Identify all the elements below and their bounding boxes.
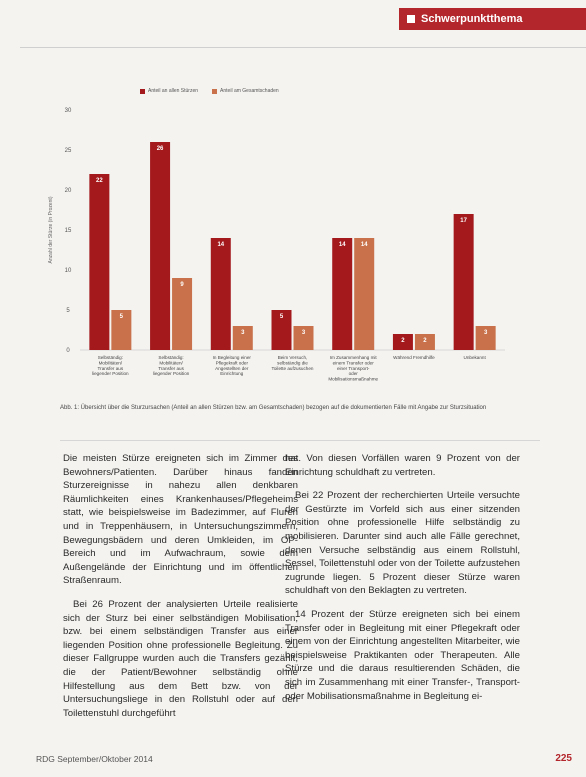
bar-value-label: 3 bbox=[241, 330, 245, 336]
legend-item-1 bbox=[140, 88, 198, 94]
page-number: 225 bbox=[555, 753, 572, 764]
article-column-left bbox=[63, 452, 298, 730]
y-tick-label: 30 bbox=[64, 108, 72, 114]
x-tick-label: Beim Versuch, selbständig die Toilette aufzusuchen bbox=[271, 355, 314, 371]
y-tick-label: 0 bbox=[66, 348, 70, 354]
bar-value-label: 22 bbox=[96, 178, 103, 184]
legend-label-1: Anteil an allen Stürzen bbox=[148, 88, 199, 94]
bar-value-label: 26 bbox=[156, 146, 164, 152]
bar-value-label: 3 bbox=[301, 330, 306, 336]
bar-value-label: 2 bbox=[401, 338, 405, 344]
footer-issue: RDG September/Oktober 2014 bbox=[36, 754, 153, 764]
y-tick-label: 15 bbox=[64, 228, 72, 234]
bar-value-label: 17 bbox=[460, 218, 467, 224]
bar bbox=[332, 238, 352, 350]
article-paragraph: Die meisten Stürze ereigneten sich im Zimmer des Bewohners/Patienten. Darüber hinaus fanden Sturzereignisse in nahezu allen denkbaren Räumlichkeiten eines Krankenhauses/Pflegeheims statt, wie beispielsweise im Badezimmer, auf Fluren und in Treppenhäusern, in Untersuchungszimmern, Bewegungsbädern und deren Umkleiden, im OP-Bereich und im Aufwachraum, sowie dem Außengelände der Einrichtung und im öffentlichen Straßenraum. bbox=[63, 453, 298, 587]
section-header-bar bbox=[399, 8, 586, 30]
section-label: Schwerpunktthema bbox=[421, 13, 523, 25]
bar bbox=[454, 214, 474, 350]
x-tick-label: Selbständig: Mobilitäten/ Transfer aus liegender Position bbox=[152, 355, 190, 377]
legend-swatch-1 bbox=[140, 89, 145, 94]
legend-item-2 bbox=[212, 88, 279, 94]
article-paragraph: Bei 26 Prozent der analysierten Urteile realisierte sich der Sturz bei einer selbständigen Mobilisation, bzw. bei einem selbständigen Transfer aus einer liegenden Position ohne professionelle Begleitung. Zu dieser Fallgruppe wurden auch die Transfers gezählt, die der Patient/Bewohner selbständig ohne Hilfestellung aus dem Bett bzw. von der Untersuchungsliege in den Rollstuhl oder auf den Toilettenstuhl durchgeführt bbox=[63, 598, 298, 719]
bar-value-label: 5 bbox=[119, 314, 124, 320]
page-footer bbox=[0, 754, 586, 768]
legend-label-2: Anteil am Gesamtschaden bbox=[220, 88, 279, 94]
article-paragraph: 14 Prozent der Stürze ereigneten sich bei einem Transfer oder in Begleitung mit einer Pflegekraft oder einem von der Einrichtung angestellten Mitarbeiter, wie beispielsweise Praktikanten oder Therapeuten. Alle Stürze und die daraus resultierenden Schäden, die sich im Zusammenhang mit einer Transfer-, Transport- oder Mobilisationsmaßnahme in Begleitung ei- bbox=[285, 608, 520, 702]
x-tick-label: In Begleitung einer Pflegekraft oder Angestellten der Einrichtung bbox=[212, 355, 251, 377]
article-paragraph: hat. Von diesen Vorfällen waren 9 Prozent von der Einrichtung schuldhaft zu vertreten. bbox=[285, 453, 520, 478]
bar-value-label: 2 bbox=[423, 338, 427, 344]
x-tick-label: Im Zusammenhang mit einem Transfer oder einer Transport-oder Mobilisationsmaßnahme bbox=[328, 355, 379, 382]
bar bbox=[172, 278, 192, 350]
bar-value-label: 14 bbox=[217, 242, 225, 248]
y-tick-label: 5 bbox=[66, 308, 70, 314]
chart-legend bbox=[140, 88, 279, 94]
x-tick-label: Selbständig: Mobilitäten/ Transfer aus liegender Position bbox=[92, 355, 129, 377]
bar bbox=[354, 238, 374, 350]
bar-value-label: 3 bbox=[483, 330, 488, 336]
section-square-icon bbox=[407, 15, 415, 23]
bar bbox=[150, 142, 170, 350]
legend-swatch-2 bbox=[212, 89, 217, 94]
article-paragraph: Bei 22 Prozent der recherchierten Urteile versuchte der Gestürzte im Vorfeld sich aus einer sitzenden Position ohne professionelle Hilfe selbständig zu mobilisieren. Darunter sind auch alle Fälle gerechnet, denen Versuche selbständig aus einem Rollstuhl, Sessel, Toilettenstuhl oder von der Toilette aufzustehen zugrunde liegen. 5 Prozent dieser Stürze waren schuldhaft von den Beklagten zu vertreten. bbox=[285, 490, 520, 597]
y-tick-label: 20 bbox=[64, 188, 72, 194]
x-tick-label: Unbekannt bbox=[463, 355, 486, 360]
bar-value-label: 14 bbox=[360, 242, 368, 248]
article-column-right bbox=[285, 452, 520, 713]
y-tick-label: 25 bbox=[64, 148, 72, 154]
y-tick-label: 10 bbox=[64, 268, 72, 274]
caption-rule bbox=[60, 440, 540, 441]
bar bbox=[211, 238, 231, 350]
x-tick-label: Während Fremdhilfe bbox=[393, 355, 435, 360]
bar-value-label: 5 bbox=[279, 314, 284, 320]
header-rule bbox=[20, 47, 586, 48]
bar-value-label: 9 bbox=[180, 282, 184, 288]
bar-chart bbox=[40, 105, 510, 395]
bar-value-label: 14 bbox=[338, 242, 346, 248]
y-axis-label: Anzahl der Stürze (in Prozent) bbox=[48, 196, 54, 264]
bar bbox=[89, 174, 109, 350]
figure-caption: Abb. 1: Übersicht über die Sturzursachen (Anteil an allen Stürzen bzw. am Gesamtschaden) bezogen auf die dokumentierten Fälle mit Angabe zur Sturzsituation bbox=[60, 405, 487, 411]
